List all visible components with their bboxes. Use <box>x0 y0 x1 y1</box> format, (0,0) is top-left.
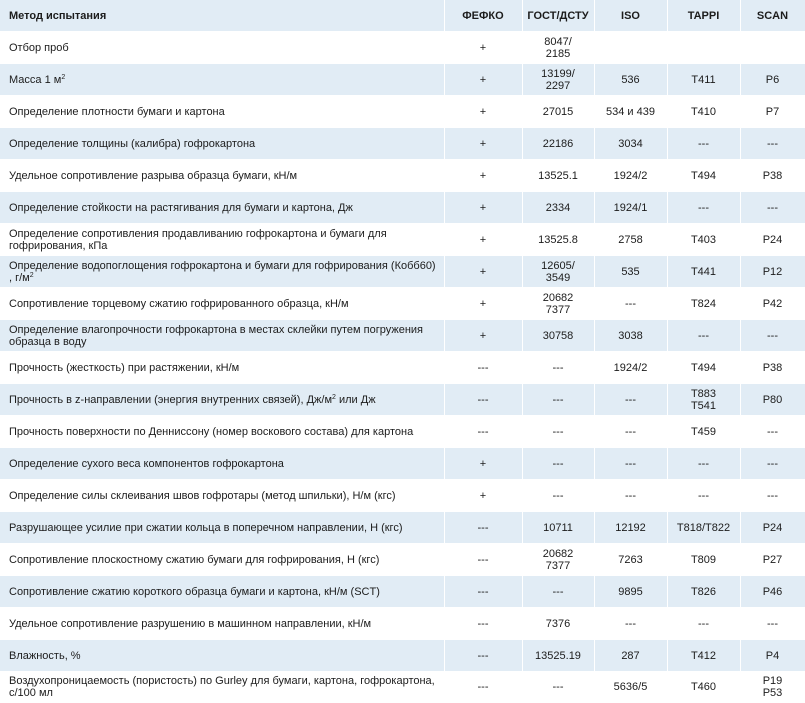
method-text: Прочность в z-направлении (энергия внутренних связей), Дж/м <box>9 393 333 406</box>
cell-tappi: T494 <box>667 160 740 192</box>
cell-scan: P24 <box>740 224 805 256</box>
cell-fefco: --- <box>444 416 522 448</box>
cell-method <box>0 576 444 608</box>
cell-method <box>0 288 444 320</box>
table-row <box>0 96 805 128</box>
cell-scan: P27 <box>740 544 805 576</box>
cell-scan: P38 <box>740 352 805 384</box>
cell-fefco: + <box>444 288 522 320</box>
method-text: Сопротивление плоскостному сжатию бумаги для гофрирования, Н (кгс) <box>9 553 380 566</box>
cell-scan: --- <box>740 416 805 448</box>
method-text: Определение силы склеивания швов гофротары (метод шпильки), Н/м (кгс) <box>9 489 396 502</box>
cell-scan: P12 <box>740 256 805 288</box>
cell-fefco: --- <box>444 512 522 544</box>
cell-iso: --- <box>594 480 667 512</box>
cell-gost: 12605/ 3549 <box>522 256 594 288</box>
header-scan: SCAN <box>740 0 805 32</box>
cell-tappi: T824 <box>667 288 740 320</box>
cell-method <box>0 192 444 224</box>
table-row <box>0 192 805 224</box>
cell-tappi: --- <box>667 608 740 640</box>
table-row <box>0 480 805 512</box>
cell-gost: --- <box>522 448 594 480</box>
cell-gost: 13525.19 <box>522 640 594 672</box>
table-row <box>0 256 805 288</box>
cell-scan: P42 <box>740 288 805 320</box>
table-row <box>0 416 805 448</box>
table-row <box>0 640 805 672</box>
cell-scan: --- <box>740 320 805 352</box>
cell-method <box>0 416 444 448</box>
method-text: Воздухопроницаемость (пористость) по Gurley для бумаги, картона, гофрокартона, с/100 мл <box>9 675 435 699</box>
cell-fefco: --- <box>444 576 522 608</box>
method-text: Определение сухого веса компонентов гофрокартона <box>9 457 284 470</box>
cell-tappi: --- <box>667 128 740 160</box>
cell-fefco: --- <box>444 608 522 640</box>
table-row <box>0 608 805 640</box>
cell-gost: 13525.8 <box>522 224 594 256</box>
cell-method <box>0 256 444 288</box>
header-row <box>0 0 805 32</box>
cell-gost: --- <box>522 672 594 703</box>
superscript: 2 <box>332 393 336 401</box>
cell-tappi <box>667 32 740 64</box>
table-row <box>0 544 805 576</box>
cell-fefco: + <box>444 64 522 96</box>
cell-method <box>0 640 444 672</box>
cell-tappi: --- <box>667 448 740 480</box>
cell-scan <box>740 32 805 64</box>
cell-fefco: + <box>444 96 522 128</box>
cell-iso: 9895 <box>594 576 667 608</box>
cell-tappi: T441 <box>667 256 740 288</box>
cell-gost: 13525.1 <box>522 160 594 192</box>
cell-gost: 7376 <box>522 608 594 640</box>
header-method: Метод испытания <box>0 0 444 32</box>
cell-method <box>0 480 444 512</box>
cell-iso: 3034 <box>594 128 667 160</box>
cell-method <box>0 448 444 480</box>
cell-gost: 20682 7377 <box>522 544 594 576</box>
cell-scan: P24 <box>740 512 805 544</box>
cell-fefco: + <box>444 448 522 480</box>
cell-iso: 535 <box>594 256 667 288</box>
cell-method <box>0 544 444 576</box>
cell-gost: 13199/ 2297 <box>522 64 594 96</box>
cell-iso: --- <box>594 448 667 480</box>
cell-iso <box>594 32 667 64</box>
cell-fefco: + <box>444 256 522 288</box>
cell-method <box>0 352 444 384</box>
method-text: Удельное сопротивление разрыва образца бумаги, кН/м <box>9 169 298 182</box>
cell-scan: --- <box>740 128 805 160</box>
cell-method <box>0 512 444 544</box>
cell-gost: 30758 <box>522 320 594 352</box>
cell-method <box>0 96 444 128</box>
cell-fefco: --- <box>444 672 522 703</box>
cell-method <box>0 224 444 256</box>
cell-fefco: + <box>444 192 522 224</box>
cell-scan: P38 <box>740 160 805 192</box>
method-text: Определение толщины (калибра) гофрокартона <box>9 137 256 150</box>
cell-iso: 5636/5 <box>594 672 667 703</box>
cell-gost: 8047/ 2185 <box>522 32 594 64</box>
method-text: Определение влагопрочности гофрокартона в местах склейки путем погружения образца в воду <box>9 323 423 348</box>
cell-iso: 1924/2 <box>594 352 667 384</box>
cell-fefco: --- <box>444 352 522 384</box>
cell-gost: 20682 7377 <box>522 288 594 320</box>
table-row <box>0 384 805 416</box>
table-row <box>0 576 805 608</box>
method-text: Разрушающее усилие при сжатии кольца в поперечном направлении, Н (кгс) <box>9 521 403 534</box>
cell-tappi: T826 <box>667 576 740 608</box>
table-row <box>0 32 805 64</box>
cell-iso: 287 <box>594 640 667 672</box>
cell-tappi: T460 <box>667 672 740 703</box>
method-text: Удельное сопротивление разрушению в машинном направлении, кН/м <box>9 617 372 630</box>
cell-iso: 7263 <box>594 544 667 576</box>
cell-fefco: --- <box>444 544 522 576</box>
cell-tappi: T494 <box>667 352 740 384</box>
cell-scan: --- <box>740 448 805 480</box>
cell-gost: --- <box>522 416 594 448</box>
cell-iso: --- <box>594 416 667 448</box>
cell-iso: 3038 <box>594 320 667 352</box>
cell-method <box>0 32 444 64</box>
method-text-tail: или Дж <box>335 393 376 406</box>
method-text: Прочность (жесткость) при растяжении, кН/м <box>9 361 240 374</box>
cell-scan: P19 P53 <box>740 672 805 703</box>
cell-iso: --- <box>594 288 667 320</box>
table-row <box>0 288 805 320</box>
cell-tappi: T459 <box>667 416 740 448</box>
cell-method <box>0 64 444 96</box>
table-row <box>0 320 805 352</box>
cell-gost: 22186 <box>522 128 594 160</box>
cell-gost: --- <box>522 576 594 608</box>
method-text: Отбор проб <box>9 41 69 54</box>
cell-iso: 536 <box>594 64 667 96</box>
cell-fefco: + <box>444 32 522 64</box>
header-iso: ISO <box>594 0 667 32</box>
cell-scan: P6 <box>740 64 805 96</box>
table-row <box>0 448 805 480</box>
cell-tappi: T412 <box>667 640 740 672</box>
table-row <box>0 64 805 96</box>
cell-method <box>0 128 444 160</box>
method-text: Сопротивление сжатию короткого образца бумаги и картона, кН/м (SCT) <box>9 585 380 598</box>
cell-fefco: + <box>444 160 522 192</box>
cell-fefco: + <box>444 480 522 512</box>
method-text: Определение водопоглощения гофрокартона и бумаги для гофрирования (Кобб60) , г/м <box>9 259 436 284</box>
cell-tappi: T411 <box>667 64 740 96</box>
cell-iso: 1924/2 <box>594 160 667 192</box>
cell-tappi: T410 <box>667 96 740 128</box>
cell-scan: P4 <box>740 640 805 672</box>
cell-tappi: T809 <box>667 544 740 576</box>
cell-fefco: + <box>444 128 522 160</box>
cell-method <box>0 608 444 640</box>
cell-gost: 10711 <box>522 512 594 544</box>
cell-fefco: --- <box>444 384 522 416</box>
cell-tappi: T883 T541 <box>667 384 740 416</box>
header-gost: ГОСТ/ДСТУ <box>522 0 594 32</box>
superscript: 2 <box>61 73 66 81</box>
method-text: Определение сопротивления продавливанию гофрокартона и бумаги для гофрирования, кПа <box>9 227 387 252</box>
cell-iso: 2758 <box>594 224 667 256</box>
cell-gost: 27015 <box>522 96 594 128</box>
cell-tappi: T403 <box>667 224 740 256</box>
method-text: Влажность, % <box>9 649 81 662</box>
method-text: Сопротивление торцевому сжатию гофрированного образца, кН/м <box>9 297 349 310</box>
header-tappi: TAPPI <box>667 0 740 32</box>
cell-fefco: + <box>444 320 522 352</box>
table-row <box>0 128 805 160</box>
table-row <box>0 160 805 192</box>
cell-method <box>0 384 444 416</box>
cell-method <box>0 672 444 703</box>
table-row <box>0 352 805 384</box>
cell-tappi: --- <box>667 320 740 352</box>
cell-iso: --- <box>594 384 667 416</box>
table-row <box>0 224 805 256</box>
cell-iso: 534 и 439 <box>594 96 667 128</box>
cell-fefco: + <box>444 224 522 256</box>
header-fefco: ФЕФКО <box>444 0 522 32</box>
cell-iso: 1924/1 <box>594 192 667 224</box>
cell-scan: P80 <box>740 384 805 416</box>
cell-tappi: T818/T822 <box>667 512 740 544</box>
table-body <box>0 32 805 703</box>
cell-gost: 2334 <box>522 192 594 224</box>
cell-tappi: --- <box>667 480 740 512</box>
cell-method <box>0 320 444 352</box>
cell-iso: --- <box>594 608 667 640</box>
cell-scan: --- <box>740 608 805 640</box>
cell-gost: --- <box>522 384 594 416</box>
cell-scan: P7 <box>740 96 805 128</box>
cell-method <box>0 160 444 192</box>
cell-gost: --- <box>522 480 594 512</box>
superscript: 2 <box>29 271 34 279</box>
cell-tappi: --- <box>667 192 740 224</box>
cell-iso: 12192 <box>594 512 667 544</box>
method-text: Масса 1 м <box>9 73 62 86</box>
cell-scan: --- <box>740 480 805 512</box>
method-text: Определение стойкости на растягивания для бумаги и картона, Дж <box>9 201 353 214</box>
method-text: Определение плотности бумаги и картона <box>9 105 225 118</box>
cell-gost: --- <box>522 352 594 384</box>
method-text: Прочность поверхности по Денниссону (номер воскового состава) для картона <box>9 425 414 438</box>
table-row <box>0 672 805 703</box>
table-row <box>0 512 805 544</box>
cell-scan: P46 <box>740 576 805 608</box>
cell-fefco: --- <box>444 640 522 672</box>
cell-scan: --- <box>740 192 805 224</box>
